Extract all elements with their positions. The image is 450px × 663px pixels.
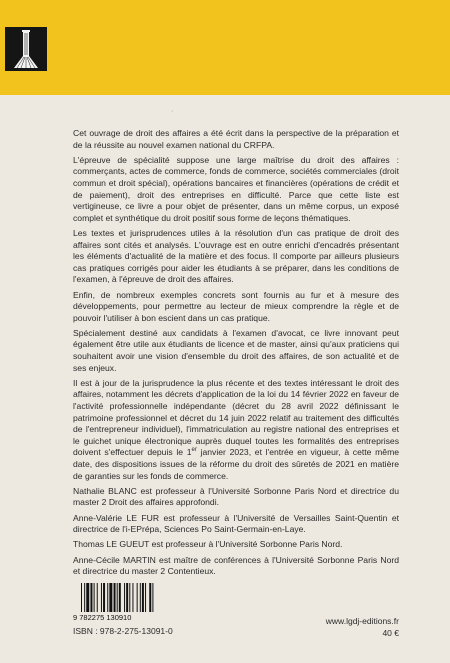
author-le-fur: Anne-Valérie LE FUR est professeur à l'Université de Versailles Saint-Quentin et directrice de l'i-EPrépa, Sciences Po Saint-Germain-en-Laye. [73, 512, 399, 535]
column-pillar-icon [5, 27, 47, 71]
paragraph-specialty: L'épreuve de spécialité suppose une large maîtrise du droit des affaires : commerçants, actes de commerce, fonds de commerce, sociétés commerciales (droit commun et droit spécial), opérations bancaires et financières (opérations de crédit et de paiement), droit des entreprises en difficulté. Parce que cette liste est vertigineuse, ce livre a pour objet de présenter, dans un même corpus, un exposé complet et synthétique du droit positif sous forme de leçons thématiques. [73, 154, 399, 223]
barcode-bar [81, 583, 82, 612]
barcode-bar [97, 583, 98, 612]
barcode-bar [103, 583, 105, 612]
barcode-bar [109, 583, 112, 612]
small-mark: · [171, 108, 174, 115]
paragraph-intro: Cet ouvrage de droit des affaires a été écrit dans la perspective de la préparation et de la réussite au nouvel examen national du CRFPA. [73, 128, 399, 150]
author-le-gueut: Thomas LE GUEUT est professeur à l'Université Sorbonne Paris Nord. [73, 539, 343, 550]
barcode-bar [145, 583, 146, 612]
barcode-bar [129, 583, 130, 612]
barcode-bar [94, 583, 95, 612]
paragraph-examples: Enfin, de nombreux exemples concrets sont fournis au fur et à mesure des développements, pour permettre au lecteur de mieux comprendre la règle et de pouvoir l'utiliser à bon escient dans un cas pratique. [73, 289, 399, 323]
barcode-bar [126, 583, 128, 612]
barcode-bar [149, 583, 151, 612]
publication-info [73, 583, 399, 653]
paragraph-texts: Les textes et jurisprudences utiles à la résolution d'un cas pratique de droit des affaires sont cités et analysés. L'ouvrage est en outre enrichi d'encadrés présentant les éléments d'actualité de la matière et des focus. Il comporte par ailleurs plusieurs cas pratiques corrigés pour aider les étudiants à se préparer, dans les conditions de l'examen, à l'épreuve de droit des affaires. [73, 227, 399, 285]
barcode-bar [86, 583, 89, 612]
barcode-bar [142, 583, 144, 612]
barcode-bar [114, 583, 116, 612]
barcode-bar [107, 583, 108, 612]
barcode-bar [132, 583, 133, 612]
barcode-bar [140, 583, 141, 612]
isbn-text: ISBN : 978-2-275-13091-0 [73, 626, 173, 636]
barcode-bar [137, 583, 138, 612]
paragraph-update: Il est à jour de la jurisprudence la plus récente et des textes intéressant le droit des affaires, notamment les décrets d'application de la loi du 14 février 2022 en faveur de l'activité professionnelle indépendante (décret du 28 avril 2022 définissant le patrimoine professionnel et décret du 14 juin 2022 relatif au traitement des difficultés de l'entrepreneur individuel), l'immatriculation au registre national des entreprises et le guichet unique électronique auprès duquel toutes les formalités des entreprises doivent s'effectuer depuis le 1er janvier 2023, et l'entrée en vigueur, à cette même date, des dispositions issues de la réforme du droit des sûretés de 2021 en matière de garanties sur les fonds de commerce. [73, 377, 400, 481]
barcode-bar [84, 583, 85, 612]
barcode-bar [101, 583, 102, 612]
barcode [73, 583, 191, 621]
paragraph-audience: Spécialement destiné aux candidats à l'examen d'avocat, ce livre innovant peut également être utile aux étudiants de licence et de master, ainsi qu'aux praticiens qui souhaitent avoir une vision d'ensemble du droit des affaires, de son actualité et de ses enjeux. [73, 327, 399, 373]
barcode-bar [117, 583, 118, 612]
barcode-bar [119, 583, 121, 612]
back-cover-text [73, 128, 399, 581]
publisher-website[interactable]: www.lgdj-editions.fr [325, 616, 399, 626]
cover-color-band [0, 0, 450, 95]
barcode-bar [124, 583, 125, 612]
barcode-digits: 9 782275 130910 [73, 613, 132, 621]
price-label: 40 € [382, 628, 399, 638]
barcode-bar [152, 583, 153, 612]
barcode-bar [90, 583, 92, 612]
author-martin: Anne-Cécile MARTIN est maître de conférences à l'Université Sorbonne Paris Nord et directrice du master 2 Contentieux. [73, 554, 399, 577]
author-blanc: Nathalie BLANC est professeur à l'Université Sorbonne Paris Nord et directrice du master 2 Droit des affaires approfondi. [73, 485, 399, 508]
